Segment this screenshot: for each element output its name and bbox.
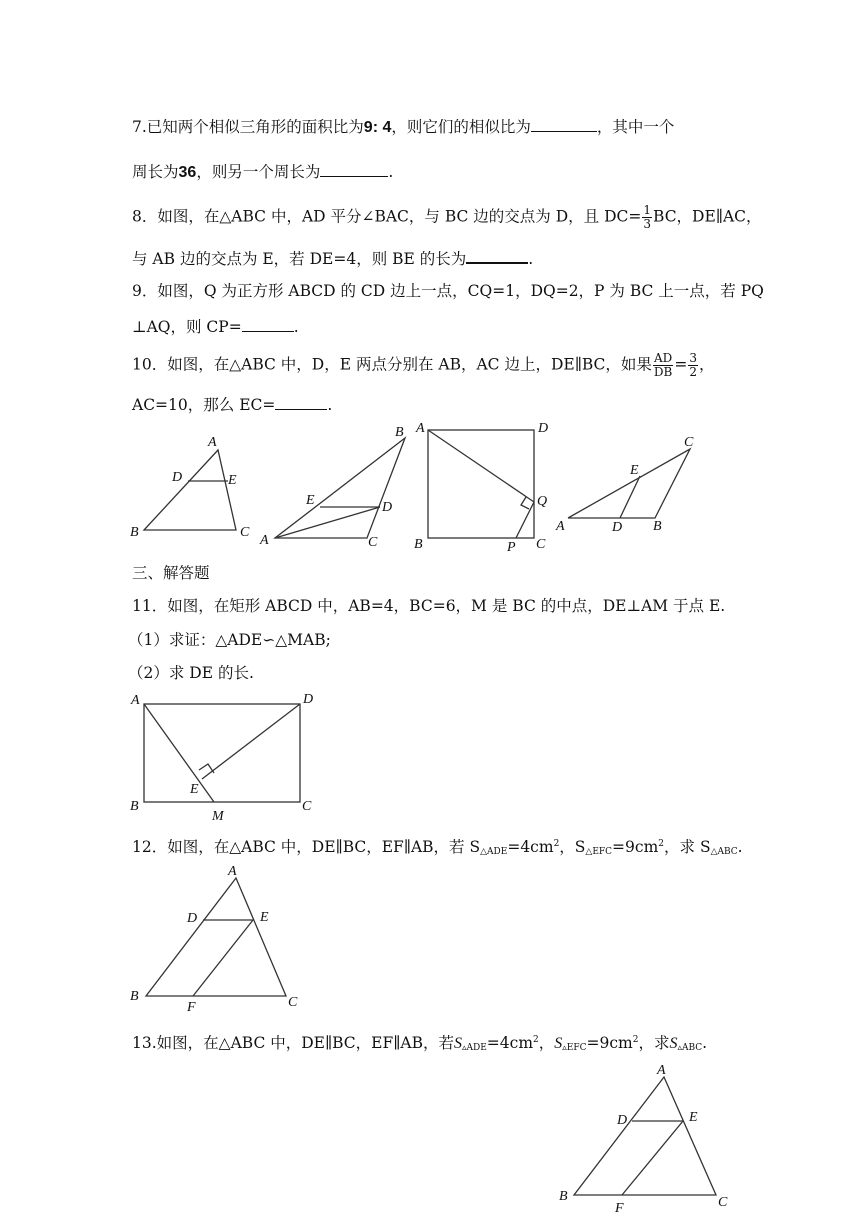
- q13-s1-sub: ▵ADE: [461, 1043, 487, 1053]
- label-q: Q: [537, 494, 548, 509]
- q7-suffix1: ，则它们的相似比为: [391, 118, 531, 136]
- q8-tail: BC，DE∥AC，: [653, 207, 762, 226]
- label-e: E: [260, 910, 269, 925]
- label-d: D: [303, 692, 314, 707]
- q7-ratio: 9: 4: [363, 119, 392, 136]
- label-p: P: [507, 540, 516, 555]
- label-a: A: [131, 693, 140, 708]
- label-b: B: [395, 425, 404, 440]
- q13-s2-sub: ▵EFC: [562, 1043, 587, 1053]
- q7-line2-prefix: 周长为: [132, 163, 179, 181]
- q10-tail: ，: [699, 355, 715, 374]
- q12-sup2: 2: [658, 839, 665, 849]
- segment-am: [144, 704, 214, 802]
- q13-s1: S: [453, 1035, 462, 1052]
- q13-text2: =4cm: [486, 1034, 534, 1052]
- q8-end: .: [528, 250, 534, 268]
- q7-line2-suffix2: .: [388, 163, 394, 181]
- q10-end: .: [327, 396, 333, 414]
- q11-line1: 11．如图，在矩形 ABCD 中，AB=4，BC=6，M 是 BC 的中点，DE⊥AM 于点 E.: [132, 597, 726, 615]
- q10-frac1-den: DB: [653, 365, 673, 379]
- q12-s2-sub: △EFC: [585, 847, 613, 857]
- label-e: E: [630, 463, 639, 478]
- label-b: B: [130, 989, 139, 1004]
- q12-s1-sub: △ADE: [480, 847, 508, 857]
- label-e: E: [228, 473, 237, 488]
- q11-part2: （2）求 DE 的长.: [128, 664, 254, 682]
- triangle-abc-shape: [574, 1077, 716, 1195]
- label-f: F: [615, 1201, 624, 1216]
- q12-s3-sub: △ABC: [710, 847, 738, 857]
- triangle-abc-shape: [144, 450, 236, 530]
- q13-text1: 13.如图，在△ABC 中，DE∥BC，EF∥AB，若: [132, 1034, 454, 1052]
- section-3-heading: 三、解答题: [132, 564, 210, 582]
- segment-ef: [193, 920, 253, 996]
- q7-value: 36: [178, 164, 197, 181]
- q12-text4: =9cm: [612, 838, 659, 856]
- label-a: A: [208, 435, 217, 450]
- figure-q11-rectangle: [130, 692, 313, 824]
- q13-s2: S: [554, 1035, 563, 1052]
- label-e: E: [190, 782, 199, 797]
- figure-q12-triangle: [130, 864, 298, 1015]
- q12-sup1: 2: [553, 839, 560, 849]
- q13-line: [132, 1029, 707, 1059]
- q13-sup2: 2: [632, 1035, 639, 1045]
- label-c: C: [302, 799, 312, 814]
- figure-q-last-triangle: [555, 435, 694, 535]
- q13-s3: S: [669, 1035, 678, 1052]
- q12-text3: ，S: [559, 838, 586, 856]
- label-b: B: [130, 525, 139, 540]
- label-c: C: [718, 1195, 728, 1210]
- q8-frac-den: 3: [643, 217, 652, 231]
- label-d: D: [172, 470, 183, 485]
- label-f: F: [187, 1000, 196, 1015]
- label-m: M: [212, 809, 224, 824]
- q10-frac1-num: AD: [653, 351, 673, 365]
- label-d: D: [187, 911, 198, 926]
- q8-line2-text: 与 AB 边的交点为 E，若 DE=4，则 BE 的长为: [132, 250, 467, 268]
- square-abcd: [428, 430, 534, 538]
- label-b: B: [414, 537, 423, 552]
- q10-frac2-den: 2: [689, 365, 697, 379]
- q9-end: .: [293, 318, 299, 336]
- label-c: C: [368, 535, 378, 550]
- q7-prefix: 7.已知两个相似三角形的面积比为: [132, 118, 364, 136]
- q10-text: 10．如图，在△ABC 中，D，E 两点分别在 AB，AC 边上，DE∥BC，如果: [132, 355, 652, 374]
- q13-sup1: 2: [533, 1035, 539, 1045]
- q8-frac-num: 1: [643, 203, 652, 217]
- segment-de: [202, 704, 300, 779]
- label-d: D: [382, 500, 393, 515]
- label-b: B: [130, 799, 139, 814]
- q9-line2-text: ⊥AQ，则 CP=: [132, 318, 242, 336]
- rectangle-abcd: [144, 704, 300, 802]
- label-a: A: [228, 864, 237, 879]
- label-a: A: [657, 1063, 666, 1078]
- segment-aq: [428, 430, 534, 502]
- label-c: C: [536, 537, 546, 552]
- label-e: E: [306, 493, 315, 508]
- q12-text6: .: [737, 838, 743, 856]
- q13-text4: =9cm: [586, 1034, 633, 1052]
- triangle-abc-shape: [146, 878, 286, 996]
- q9-line1: 9．如图，Q 为正方形 ABCD 的 CD 边上一点，CQ=1，DQ=2，P 为 BC 上一点，若 PQ: [132, 282, 764, 300]
- q13-text5: ，求: [638, 1034, 670, 1052]
- triangle-abc-shape: [275, 438, 405, 538]
- q10-line2-text: AC=10，那么 EC=: [132, 396, 276, 414]
- figure-q9-square: [414, 421, 548, 555]
- label-c: C: [288, 995, 298, 1010]
- q13-text6: .: [702, 1034, 708, 1052]
- q8-text: 8．如图，在△ABC 中，AD 平分∠BAC，与 BC 边的交点为 D，且 DC=: [132, 207, 642, 226]
- q13-text3: ，: [538, 1034, 555, 1052]
- figure-q10-triangle: [130, 435, 250, 540]
- label-b: B: [653, 519, 662, 534]
- label-a: A: [556, 519, 565, 534]
- label-c: C: [240, 525, 250, 540]
- q10-frac2-num: 3: [689, 351, 697, 365]
- label-c: C: [684, 435, 694, 450]
- label-a: A: [416, 421, 425, 436]
- label-e: E: [689, 1110, 698, 1125]
- segment-ad: [275, 507, 380, 538]
- q12-line: [132, 833, 743, 863]
- right-angle-mark: [521, 497, 529, 509]
- q13-s3-sub: ▵ABC: [677, 1043, 703, 1053]
- q12-text1: 12．如图，在△ABC 中，DE∥BC，EF∥AB，若 S: [132, 838, 481, 856]
- q7-line2-suffix1: ，则另一个周长为: [196, 163, 321, 181]
- figure-q8-triangle: [259, 425, 405, 550]
- figure-q13-triangle: [559, 1063, 728, 1216]
- q11-part1: （1）求证：△ADE∽△MAB;: [128, 631, 331, 649]
- q12-text5: ，求 S: [664, 838, 711, 856]
- label-d: D: [617, 1113, 628, 1128]
- q12-text2: =4cm: [507, 838, 554, 856]
- triangle-acb-shape: [568, 449, 690, 518]
- label-a: A: [260, 533, 269, 548]
- label-d: D: [538, 421, 549, 436]
- q10-eq: =: [674, 355, 688, 374]
- label-d: D: [612, 520, 623, 535]
- q7-suffix2: ，其中一个: [596, 118, 675, 136]
- segment-ef: [622, 1121, 683, 1195]
- label-b: B: [559, 1189, 568, 1204]
